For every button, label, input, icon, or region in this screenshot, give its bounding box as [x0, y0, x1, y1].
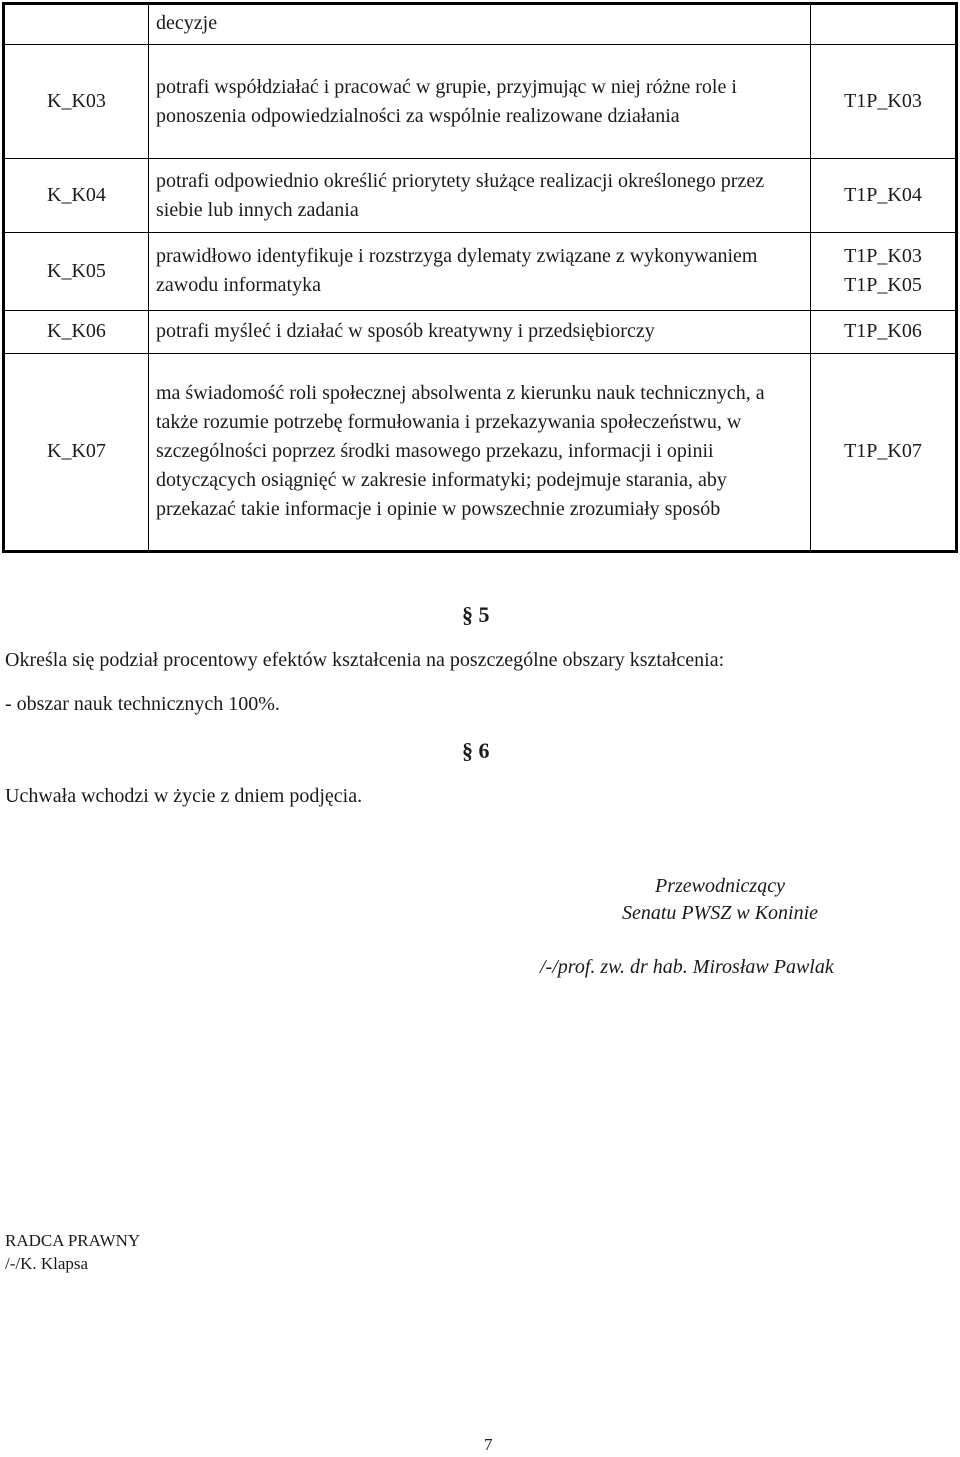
- outcome-description: prawidłowo identyfikuje i rozstrzyga dylematy związane z wykonywaniem zawodu informatyka: [149, 233, 811, 310]
- reference-codes: [811, 233, 957, 310]
- outcome-description: potrafi odpowiednio określić priorytety służące realizacji określonego przez siebie lub innych zadania: [149, 158, 811, 232]
- reference-code: T1P_K04: [844, 184, 922, 207]
- outcome-code: K_K04: [4, 158, 149, 232]
- reference-codes: [811, 45, 957, 159]
- signatory-name: /-/prof. zw. dr hab. Mirosław Pawlak: [540, 956, 834, 978]
- reference-codes: [811, 310, 957, 353]
- outcome-description: potrafi myśleć i działać w sposób kreatywny i przedsiębiorczy: [149, 310, 811, 353]
- signature-title-line-2: Senatu PWSZ w Koninie: [621, 902, 819, 924]
- signature-title-line-1: Przewodniczący: [655, 875, 785, 897]
- reference-code: T1P_K05: [844, 274, 922, 297]
- reference-code: T1P_K07: [844, 440, 922, 463]
- page-number: 7: [484, 1435, 493, 1454]
- legal-counsel-title: RADCA PRAWNY: [5, 1231, 141, 1250]
- outcome-code: K_K05: [4, 233, 149, 310]
- table-row: [4, 310, 957, 353]
- table-row: [4, 158, 957, 232]
- outcome-code: K_K07: [4, 353, 149, 551]
- table-row: [4, 353, 957, 551]
- outcome-code: [4, 4, 149, 45]
- outcome-description: ma świadomość roli społecznej absolwenta z kierunku nauk technicznych, a także rozumie potrzebę formułowania i przekazywania społeczeństwu, w szczególności poprzez środki masowego przekazu, informacji i opinii dotyczących osiągnięć w zakresie informatyki; podejmuje starania, aby przekazać takie informacje i opinie w powszechnie zrozumiały sposób: [149, 353, 811, 551]
- reference-code: T1P_K03: [844, 90, 922, 113]
- table-row: [4, 4, 957, 45]
- section-5-item: - obszar nauk technicznych 100%.: [5, 693, 280, 715]
- reference-codes: [811, 353, 957, 551]
- section-5-paragraph: Określa się podział procentowy efektów kształcenia na poszczególne obszary kształcenia:: [5, 649, 725, 671]
- table-row: [4, 233, 957, 310]
- outcome-description: decyzje: [149, 4, 811, 45]
- learning-outcomes-table: [2, 2, 958, 553]
- section-6-heading: § 6: [462, 738, 490, 763]
- table-row: [4, 45, 957, 159]
- reference-codes: [811, 158, 957, 232]
- outcome-code: K_K03: [4, 45, 149, 159]
- reference-code: T1P_K06: [844, 320, 922, 343]
- reference-code: T1P_K03: [844, 245, 922, 268]
- legal-counsel-name: /-/K. Klapsa: [5, 1254, 89, 1273]
- outcome-description: potrafi współdziałać i pracować w grupie, przyjmując w niej różne role i ponoszenia odpowiedzialności za wspólnie realizowane działania: [149, 45, 811, 159]
- outcome-code: K_K06: [4, 310, 149, 353]
- reference-codes: [811, 4, 957, 45]
- section-5-heading: § 5: [462, 602, 490, 627]
- section-6-paragraph: Uchwała wchodzi w życie z dniem podjęcia.: [5, 785, 363, 807]
